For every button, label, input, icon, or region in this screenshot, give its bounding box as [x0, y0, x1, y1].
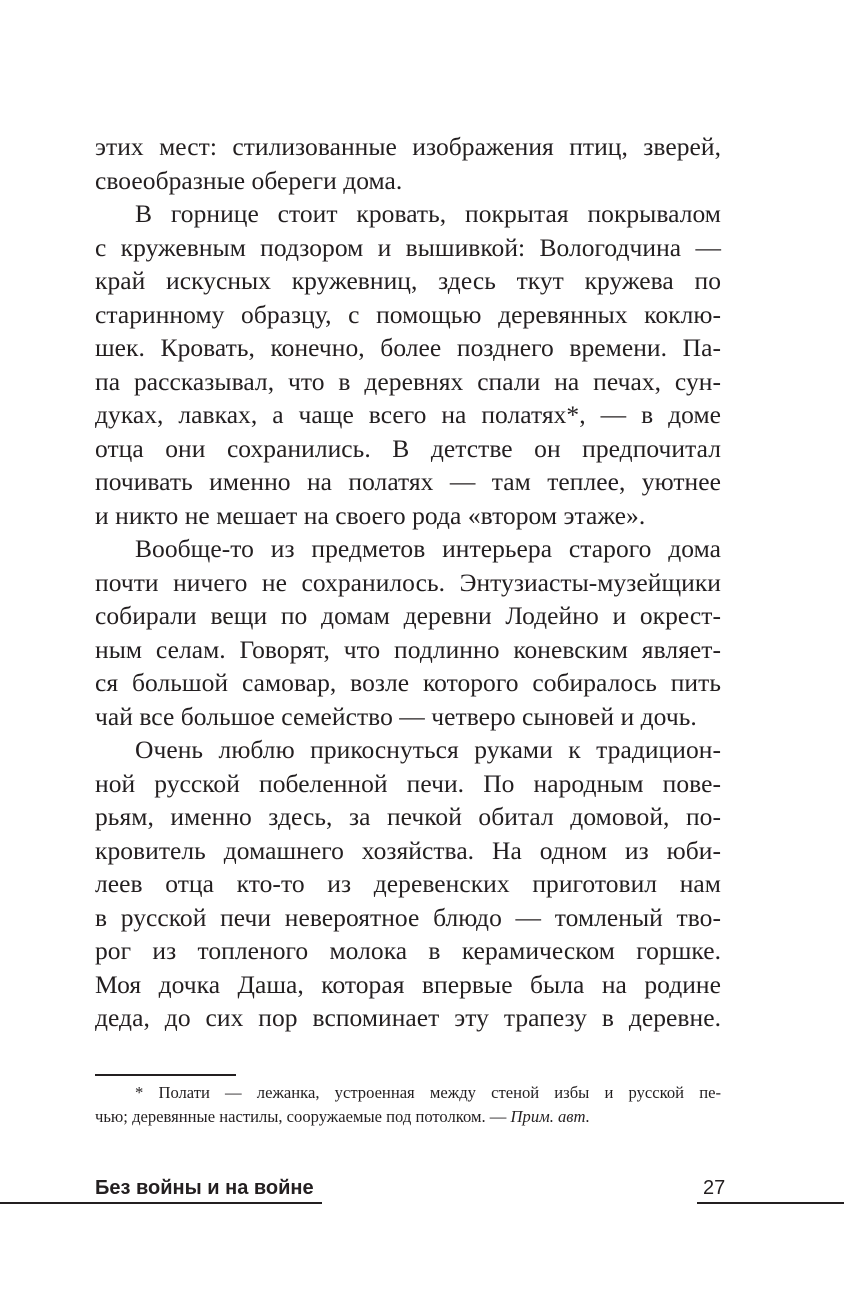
text-line: В горнице стоит кровать, покрытая покрывалом — [135, 199, 721, 228]
footnote-divider — [95, 1074, 236, 1076]
footnote-text: чью; деревянные настилы, сооружаемые под потолком. — — [95, 1107, 511, 1126]
footer-rule-left — [0, 1202, 322, 1204]
text-line: этих мест: стилизованные изображения птиц, зверей, — [95, 132, 721, 161]
footnote-line: * Полати — лежанка, устроенная между стеной избы и русской пе- — [135, 1083, 721, 1102]
text-line: ной русской побеленной печи. По народным пове- — [95, 768, 721, 798]
text-line: старинному образцу, с помощью деревянных коклю- — [95, 299, 721, 329]
text-line: па рассказывал, что в деревнях спали на печах, сун- — [95, 366, 721, 396]
text-line: рог из топленого молока в керамическом горшке. — [95, 936, 721, 965]
text-line: леев отца кто-то из деревенских приготовил нам — [95, 869, 721, 898]
footnote — [95, 1081, 721, 1129]
footnote-line — [95, 1105, 721, 1129]
text-line: своеобразные обереги дома. — [95, 165, 403, 195]
text-line: Очень люблю прикоснуться руками к традицион- — [135, 735, 721, 764]
text-line: шек. Кровать, конечно, более позднего времени. Па- — [95, 333, 721, 362]
text-line: рьям, именно здесь, за печкой обитал домовой, по- — [95, 802, 721, 831]
text-line: кровитель домашнего хозяйства. На одном из юби- — [95, 835, 721, 865]
running-footer-title: Без войны и на войне — [95, 1177, 314, 1199]
footer-rule-right — [697, 1202, 844, 1204]
text-line: чай все большое семейство — четверо сыновей и дочь. — [95, 701, 697, 731]
text-line: отца они сохранились. В детстве он предпочитал — [95, 433, 721, 463]
footnote-author-note: Прим. авт. — [510, 1107, 590, 1126]
text-line: Моя дочка Даша, которая впервые была на родине — [95, 969, 721, 999]
text-line: ся большой самовар, возле которого собиралось пить — [95, 668, 721, 697]
text-line: дуках, лавках, а чаще всего на полатях*, — в доме — [95, 400, 721, 429]
text-line: с кружевным подзором и вышивкой: Вологодчина — — [95, 232, 721, 262]
text-line: деда, до сих пор вспоминает эту трапезу в деревне. — [95, 1003, 721, 1032]
text-line: почивать именно на полатях — там теплее, уютнее — [95, 467, 721, 496]
text-line: почти ничего не сохранилось. Энтузиасты-музейщики — [95, 567, 721, 597]
text-line: Вообще-то из предметов интерьера старого дома — [135, 534, 721, 563]
text-line: в русской печи невероятное блюдо — томленый тво- — [95, 902, 721, 932]
text-line: и никто не мешает на своего рода «втором этаже». — [95, 500, 646, 530]
text-line: край искусных кружевниц, здесь ткут кружева по — [95, 266, 721, 295]
text-line: собирали вещи по домам деревни Лодейно и окрест- — [95, 601, 721, 630]
page-number: 27 — [703, 1177, 726, 1199]
body-text — [95, 130, 721, 1035]
text-line: ным селам. Говорят, что подлинно коневским являет- — [95, 634, 721, 664]
